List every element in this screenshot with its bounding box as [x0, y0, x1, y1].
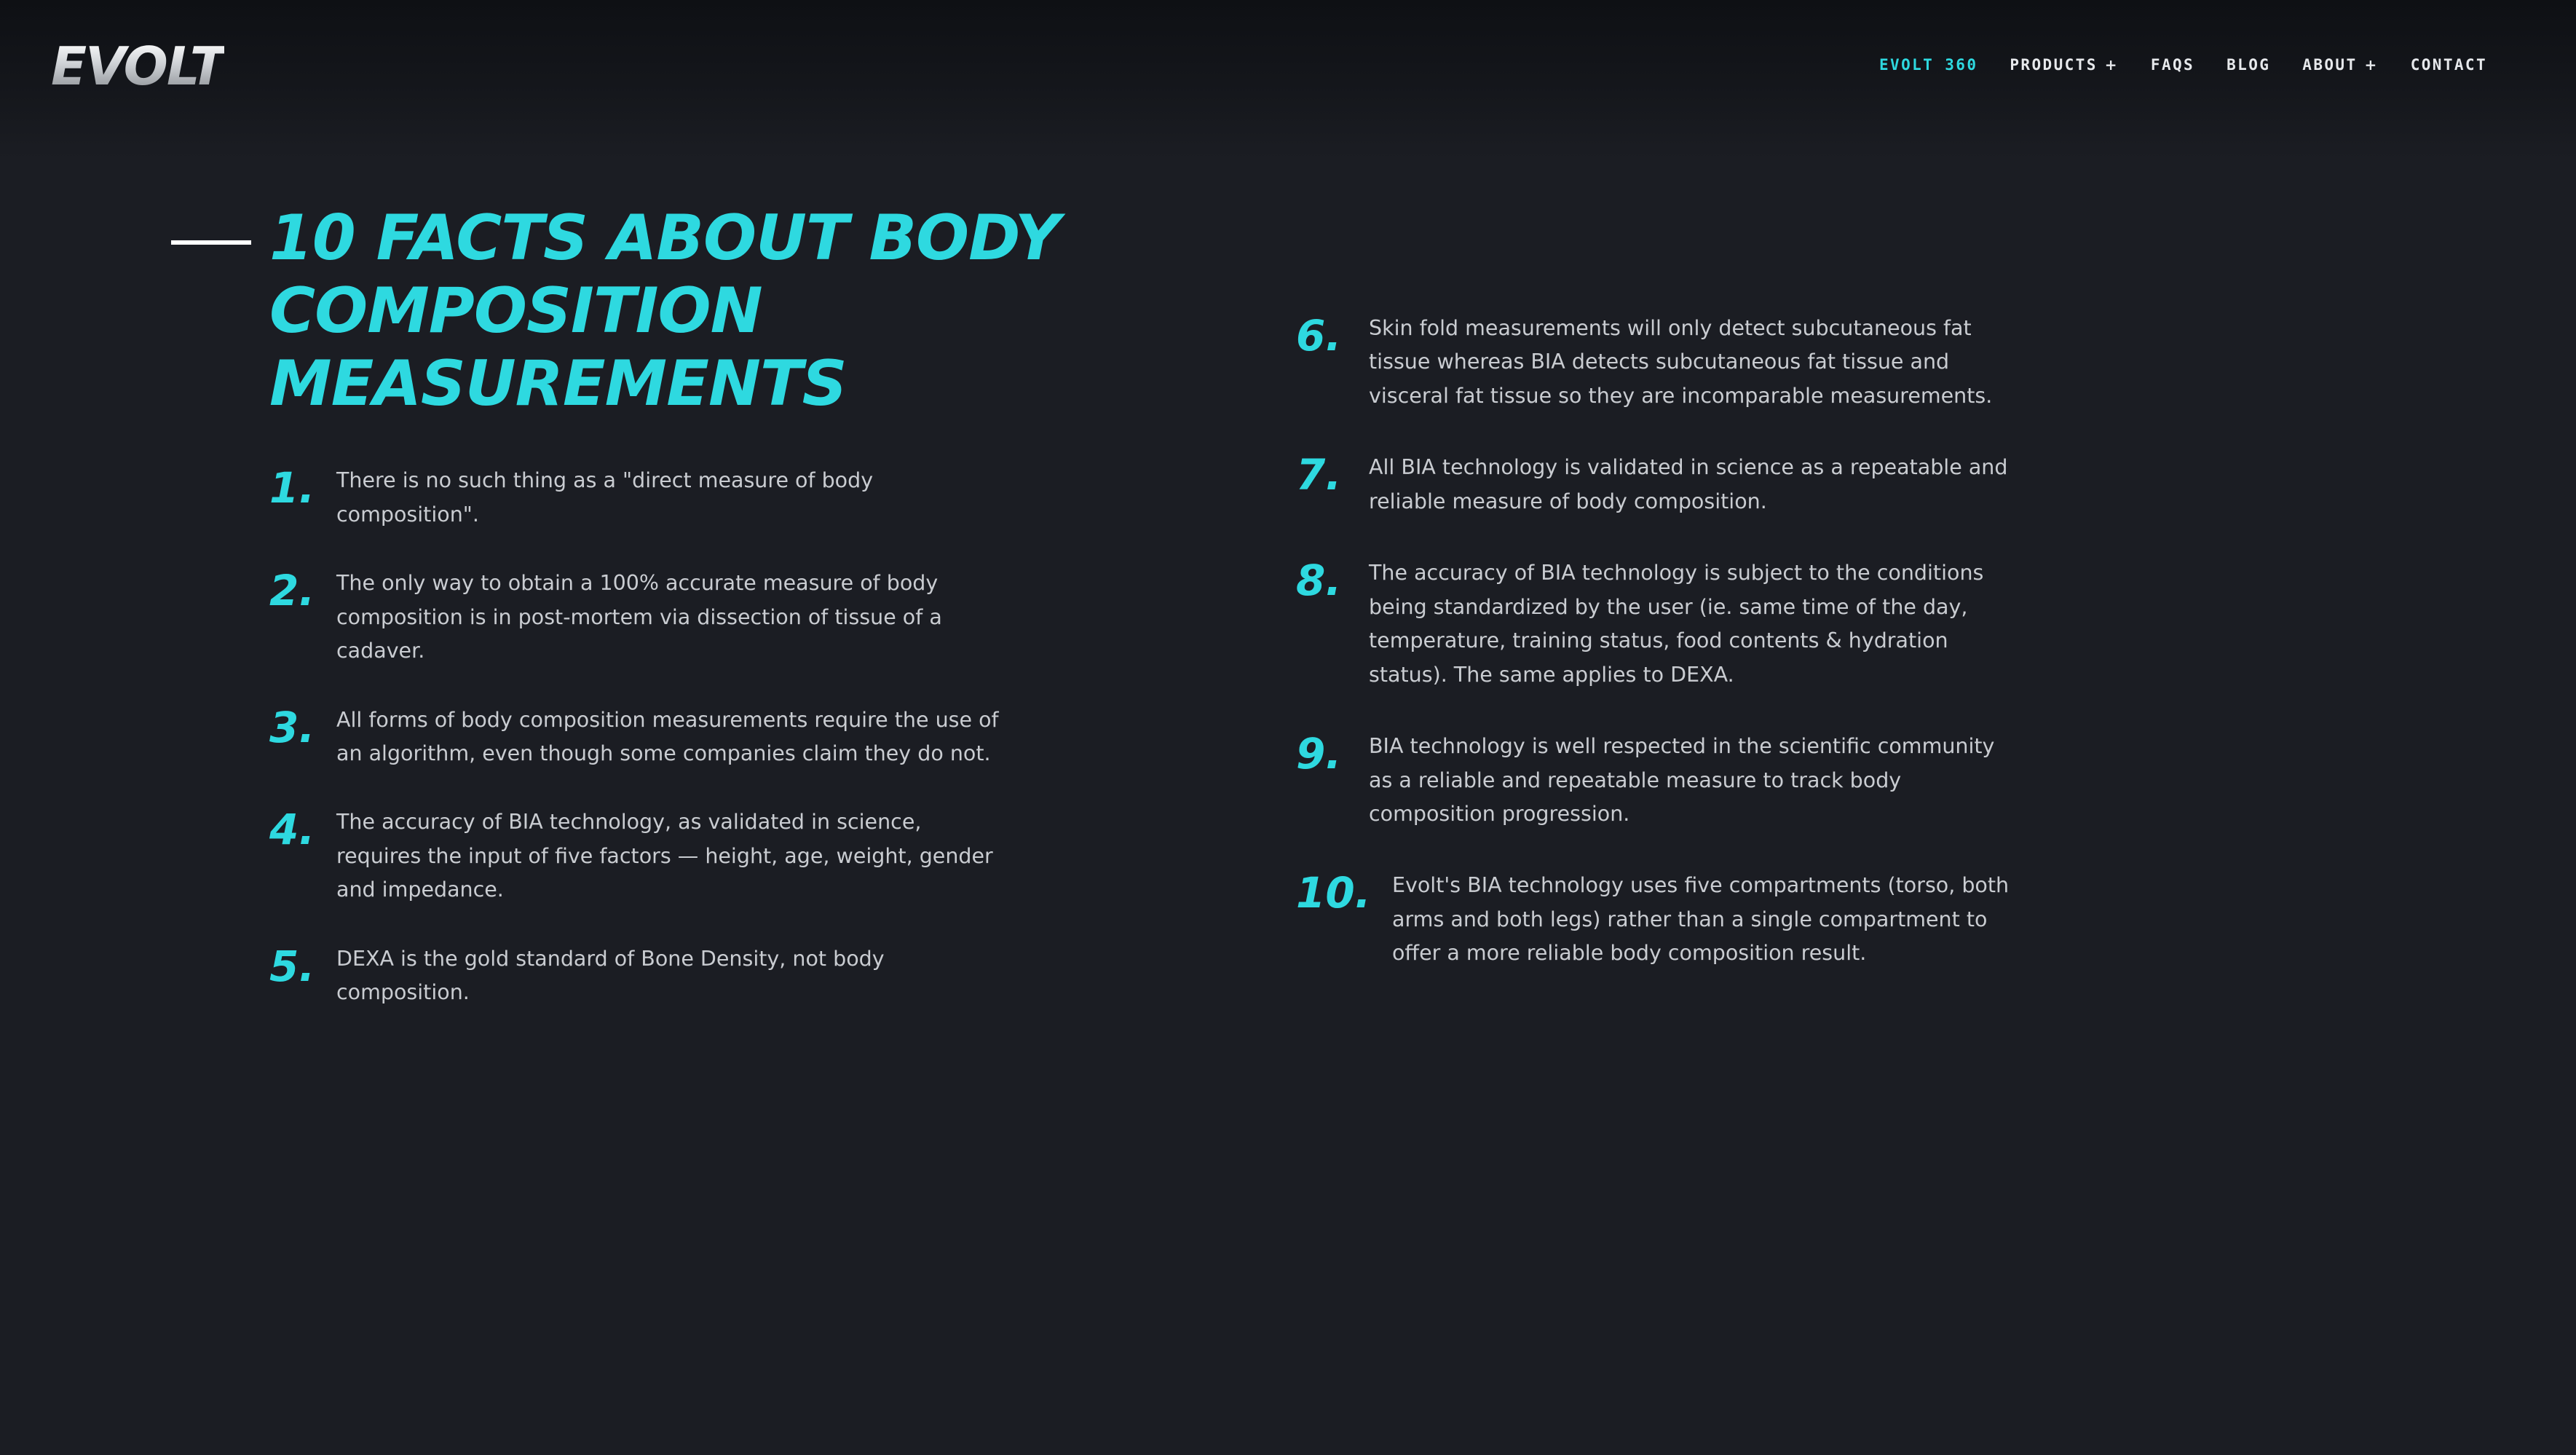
- list-item: [1296, 869, 2446, 970]
- list-item: [1296, 451, 2446, 518]
- page-title: 10 FACTS ABOUT BODY COMPOSITION MEASUREMENTS: [269, 202, 1060, 420]
- fact-text: Skin fold measurements will only detect subcutaneous fat tissue whereas BIA detects subcutaneous fat tissue and visceral fat tissue so they are incomparable measurements.: [1369, 316, 1993, 408]
- title-block: [269, 202, 1281, 420]
- fact-number: 1.: [269, 463, 315, 513]
- site-header: [0, 0, 2576, 159]
- list-item: [1296, 312, 2446, 413]
- fact-number: 2.: [269, 566, 315, 616]
- facts-column-right: [1281, 202, 2446, 1045]
- list-item: [269, 464, 1281, 532]
- evolt-logo[interactable]: [51, 36, 224, 97]
- list-item: [269, 703, 1281, 771]
- fact-text: The only way to obtain a 100% accurate measure of body composition is in post-mortem via dissection of tissue of a cadaver.: [336, 571, 942, 663]
- list-item: [269, 942, 1281, 1010]
- main-navigation: [1863, 56, 2503, 74]
- fact-text: BIA technology is well respected in the scientific community as a reliable and repeatable measure to track body composition progression.: [1369, 734, 1995, 826]
- list-item: [1296, 556, 2446, 692]
- fact-number: 9.: [1296, 729, 1342, 779]
- fact-number: 4.: [269, 805, 315, 855]
- fact-number: 3.: [269, 702, 315, 752]
- plus-icon: +: [2364, 56, 2379, 74]
- nav-item-products[interactable]: [1994, 56, 2135, 74]
- nav-label: BLOG: [2227, 56, 2271, 74]
- logo-wordmark: EVOLT: [51, 36, 224, 97]
- fact-text: There is no such thing as a "direct measure of body composition".: [336, 468, 874, 527]
- nav-label: ABOUT: [2302, 56, 2358, 74]
- facts-column-left: [0, 202, 1281, 1045]
- nav-item-contact[interactable]: [2395, 56, 2503, 74]
- fact-text: DEXA is the gold standard of Bone Density, not body composition.: [336, 946, 885, 1005]
- list-item: [269, 805, 1281, 907]
- nav-label: FAQS: [2150, 56, 2195, 74]
- list-item: [1296, 730, 2446, 831]
- fact-text: All forms of body composition measurements require the use of an algorithm, even though some companies claim they do not.: [336, 707, 999, 765]
- fact-list-left: [269, 464, 1281, 1009]
- nav-label: EVOLT 360: [1879, 56, 1978, 74]
- page-content: [0, 159, 2576, 1045]
- nav-item-faqs[interactable]: [2135, 56, 2210, 74]
- fact-number: 10.: [1296, 868, 1371, 918]
- fact-text: Evolt's BIA technology uses five compartments (torso, both arms and both legs) rather than a single compartment to offer a more reliable body composition result.: [1392, 873, 2010, 966]
- nav-item-blog[interactable]: [2210, 56, 2286, 74]
- fact-text: All BIA technology is validated in science as a repeatable and reliable measure of body composition.: [1369, 455, 2008, 513]
- nav-label: CONTACT: [2410, 56, 2487, 74]
- nav-item-evolt-360[interactable]: [1863, 56, 1994, 74]
- nav-item-about[interactable]: [2286, 56, 2394, 74]
- fact-number: 8.: [1296, 556, 1342, 606]
- fact-number: 6.: [1296, 311, 1342, 360]
- fact-number: 5.: [269, 941, 315, 991]
- title-rule: [171, 240, 251, 245]
- plus-icon: +: [2104, 56, 2119, 74]
- nav-label: PRODUCTS: [2010, 56, 2098, 74]
- fact-text: The accuracy of BIA technology, as validated in science, requires the input of five factors — height, age, weight, gender and impedance.: [336, 810, 993, 902]
- fact-number: 7.: [1296, 450, 1342, 500]
- fact-text: The accuracy of BIA technology is subject to the conditions being standardized by the user (ie. same time of the day, temperature, training status, food contents & hydration status). The same applies to DEXA.: [1369, 561, 1984, 687]
- fact-list-right: [1296, 312, 2446, 971]
- list-item: [269, 567, 1281, 668]
